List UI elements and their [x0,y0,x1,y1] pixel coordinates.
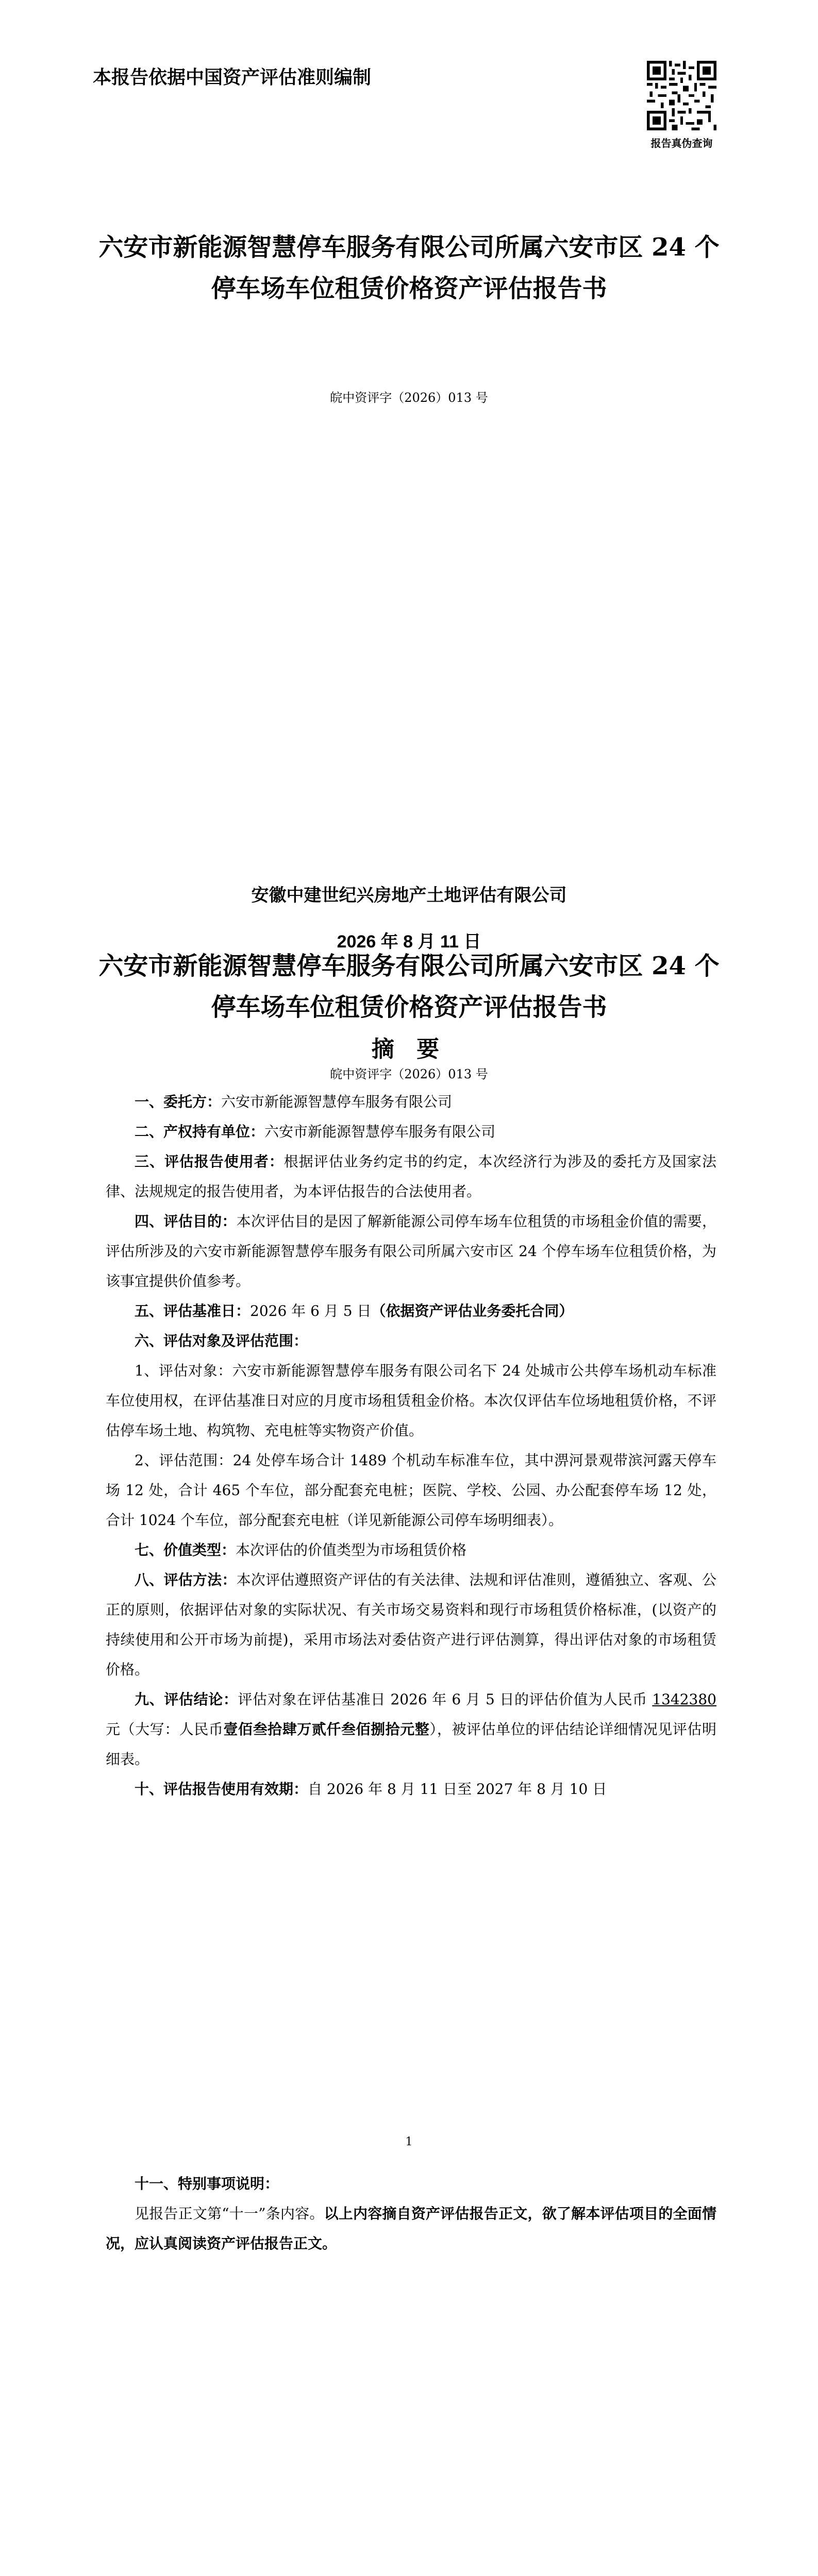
section-label: 三、评估报告使用者： [135,1153,284,1170]
section-label: 八、评估方法： [135,1571,237,1588]
section-text: 根据评估业务约定书的约定，本次经济行为涉及的委托方及国家法律、法规规定的报告使用者，为本评估报告的合法使用者。 [106,1153,716,1200]
section-validity [106,1774,716,1804]
qr-code-icon[interactable] [647,61,716,130]
special-heading: 十一、特别事项说明： [135,2175,279,2192]
section-text: 六安市新能源智慧停车服务有限公司 [221,1093,453,1110]
special-text-b: 以上内容摘自资产评估报告正文，欲了解本评估项目的全面情况，应认真阅读资产评估报告正文。 [106,2205,716,2252]
section-value-type [106,1535,716,1565]
summary-doc-number: 皖中资评字（2026）013 号 [330,1067,488,1081]
special-text-a: 见报告正文第“十一”条内容。 [135,2205,324,2222]
scope-object: 1、评估对象：六安市新能源智慧停车服务有限公司名下 24 处城市公共停车场机动车标准车位使用权，在评估基准日对应的月度市场租赁租金价格。本次仅评估车位场地租赁价格，不评估停车场土地、构筑物、充电桩等实物资产价值。 [106,1362,716,1439]
section-text: 本次评估的价值类型为市场租赁价格 [236,1541,467,1558]
section-base-date [106,1296,716,1326]
section-scope [106,1326,716,1356]
header-note: 本报告依据中国资产评估准则编制 [93,66,372,88]
cover-organization: 安徽中建世纪兴房地产土地评估有限公司 [251,886,567,905]
section-users [106,1147,716,1207]
section-text: ），被评估单位的评估结论详细情况见评估明细表。 [106,1721,716,1768]
section-client [106,1087,716,1117]
section-label: 四、评估目的： [135,1213,237,1230]
section-label: 一、委托方： [135,1093,222,1110]
section-text: 评估对象在评估基准日 2026 年 6 月 5 日的评估价值为人民币 [238,1691,653,1708]
summary-heading: 摘 要 [371,1036,447,1062]
section-purpose [106,1207,716,1296]
cover-title-line2: 停车场车位租赁价格资产评估报告书 [211,274,607,303]
section-note: （依据资产评估业务委托合同） [371,1302,574,1319]
cover-doc-number: 皖中资评字（2026）013 号 [330,391,488,405]
summary-body [106,1087,716,1804]
summary-title-line1: 六安市新能源智慧停车服务有限公司所属六安市区 24 个 [98,952,720,980]
summary-title [77,945,741,1028]
page-number: 1 [405,2136,413,2148]
valuation-amount: 1342380 [652,1691,716,1708]
section-label: 五、评估基准日： [135,1302,251,1319]
cover-date: 2026 年 8 月 11 日 [337,932,481,952]
section-text: 自 2026 年 8 月 11 日至 2027 年 8 月 10 日 [308,1781,607,1798]
section-text: 六安市新能源智慧停车服务有限公司 [264,1123,496,1140]
special-matters [106,2169,716,2259]
qr-caption: 报告真伪查询 [650,137,713,149]
section-label: 二、产权持有单位： [135,1123,265,1140]
section-label: 十、评估报告使用有效期： [135,1781,308,1798]
cover-title [77,227,741,309]
section-text: 元（大写：人民币 [106,1721,224,1738]
section-text: 本次评估目的是因了解新能源公司停车场车位租赁的市场租金价值的需要，评估所涉及的六安市新能源智慧停车服务有限公司所属六安市区 24 个停车场车位租赁价格，为该事宜提供价值参考。 [106,1213,716,1290]
section-label: 六、评估对象及评估范围： [135,1332,308,1349]
special-text [106,2199,716,2259]
scope-range: 2、评估范围：24 处停车场合计 1489 个机动车标准车位，其中淠河景观带滨河露天停车场 12 处，合计 465 个车位，部分配套充电桩；医院、学校、公园、办公配套停车场 12 处，合计 1024 个车位，部分配套充电桩（详见新能源公司停车场明细表）。 [106,1452,716,1529]
cover-title-line1: 六安市新能源智慧停车服务有限公司所属六安市区 24 个 [98,233,720,262]
summary-title-line2: 停车场车位租赁价格资产评估报告书 [211,993,607,1022]
section-text: 本次评估遵照资产评估的有关法律、法规和评估准则，遵循独立、客观、公正的原则，依据评估对象的实际状况、有关市场交易资料和现行市场租赁价格标准，(以资产的持续使用和公开市场为前提)，采用市场法对委估资产进行评估测算，得出评估对象的市场租赁价格。 [106,1571,716,1678]
section-text: 2026 年 6 月 5 日 [250,1302,372,1319]
valuation-amount-words: 壹佰叁拾肆万贰仟叁佰捌拾元整 [223,1721,430,1738]
section-label: 九、评估结论： [135,1691,238,1708]
section-owner [106,1117,716,1147]
section-method [106,1565,716,1685]
section-conclusion [106,1685,716,1774]
section-label: 七、价值类型： [135,1541,236,1558]
